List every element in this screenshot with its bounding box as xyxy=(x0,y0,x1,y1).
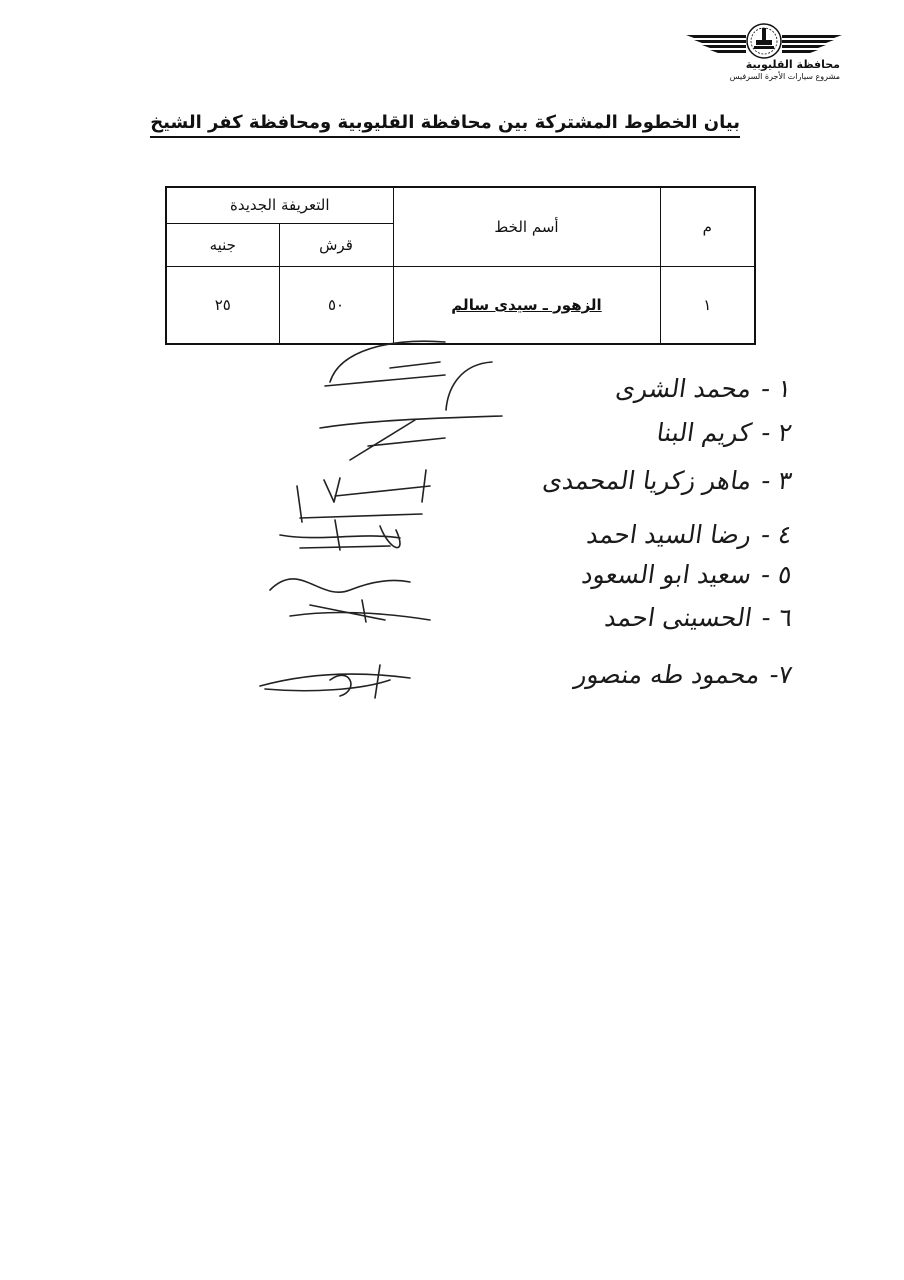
signature-4 xyxy=(280,520,400,550)
cell-piaster: ٥٠ xyxy=(279,266,393,344)
winged-emblem-icon xyxy=(684,22,844,62)
cell-number: ١ xyxy=(660,266,755,344)
signatory-number: ٧- xyxy=(767,660,795,689)
table-header-row xyxy=(166,187,755,223)
signature-5 xyxy=(270,579,430,622)
signatory-name: محمد الشرى xyxy=(614,374,754,403)
signature-6 xyxy=(260,665,410,698)
title-container xyxy=(150,112,740,138)
signatory-entry xyxy=(541,466,794,495)
signatory-number: ٥ - xyxy=(759,560,795,589)
signature-3 xyxy=(297,470,430,522)
signatory-number: ٢ - xyxy=(759,418,795,447)
signatory-number: ٦ - xyxy=(759,603,795,632)
signatory-entry xyxy=(603,603,794,632)
signatory-name: ماهر زكريا المحمدى xyxy=(541,466,754,495)
signatory-number: ١ - xyxy=(759,374,795,403)
signatory-entry xyxy=(585,520,794,549)
header-piaster: قرش xyxy=(279,223,393,266)
signatory-entry xyxy=(580,560,794,589)
signatory-entry xyxy=(614,374,794,403)
organization-name: محافظة القليوبية xyxy=(745,58,840,71)
header-number: م xyxy=(660,187,755,266)
signatory-entry xyxy=(655,418,794,447)
signatures-area xyxy=(240,320,520,720)
signatory-name: الحسينى احمد xyxy=(602,603,754,632)
cell-pound: ٢٥ xyxy=(166,266,279,344)
signatory-name: كريم البنا xyxy=(655,418,754,447)
header-new-fare: التعريفة الجديدة xyxy=(166,187,393,223)
header-pound: جنيه xyxy=(166,223,279,266)
signatory-name: رضا السيد احمد xyxy=(585,520,754,549)
signatory-name: محمود طه منصور xyxy=(572,660,762,689)
project-name: مشروع سيارات الأجرة السرفيس xyxy=(729,72,840,81)
signature-1 xyxy=(325,341,492,410)
signatory-number: ٤ - xyxy=(759,520,795,549)
line-name-text: الزهور ـ سيدى سالم xyxy=(451,295,602,314)
signatory-entry xyxy=(573,660,794,689)
signatory-name: سعيد ابو السعود xyxy=(580,560,754,589)
signature-2 xyxy=(320,416,502,460)
header-line-name: أسم الخط xyxy=(393,187,660,266)
document-title: بيان الخطوط المشتركة بين محافظة القليوبية ومحافظة كفر الشيخ xyxy=(150,112,740,138)
signatory-number: ٣ - xyxy=(759,466,795,495)
